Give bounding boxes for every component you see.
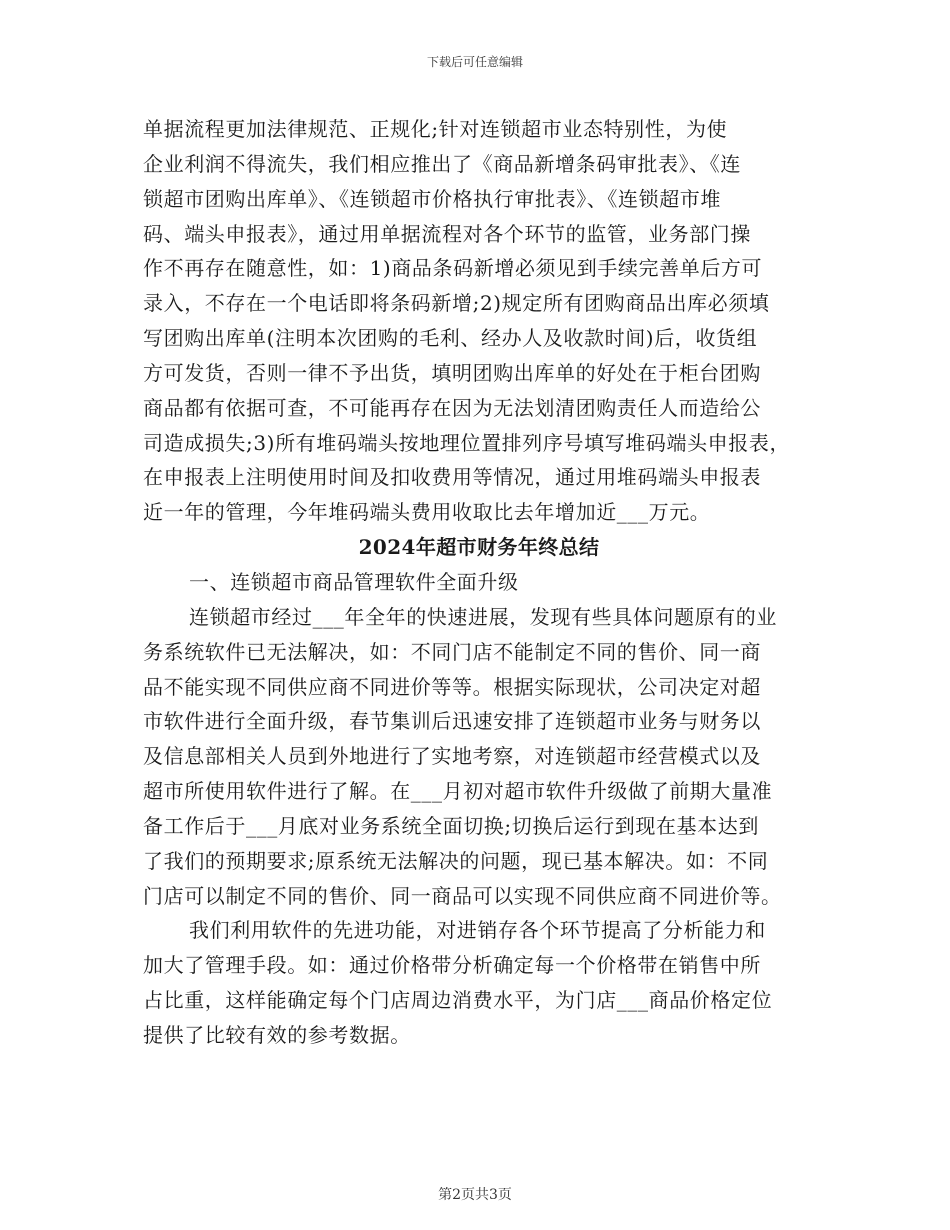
- paragraph-line: 单据流程更加法律规范、正规化;针对连锁超市业态特别性，为使: [143, 117, 728, 141]
- paragraph-line: 码、端头申报表》，通过用单据流程对各个环节的监管，业务部门操: [143, 221, 751, 246]
- paragraph-line: 我们利用软件的先进功能，对进销存各个环节提高了分析能力和: [189, 918, 766, 943]
- paragraph-line: 超市所使用软件进行了解。在___月初对超市软件升级做了前期大量准: [143, 779, 773, 804]
- paragraph-line: 企业利润不得流失，我们相应推出了《商品新增条码审批表》、《连: [143, 151, 741, 176]
- paragraph-line: 门店可以制定不同的售价、同一商品可以实现不同供应商不同进价等。: [143, 883, 782, 908]
- paragraph-line: 连锁超市经过___年全年的快速进展，发现有些具体问题原有的业: [189, 604, 777, 629]
- paragraph-line: 品不能实现不同供应商不同进价等等。根据实际现状，公司决定对超: [143, 674, 761, 699]
- page-number: 第2页共3页: [438, 1187, 512, 1203]
- paragraph-line: 加大了管理手段。如：通过价格带分析确定每一个价格带在销售中所: [143, 953, 761, 978]
- paragraph-line: 方可发货，否则一律不予出货，填明团购出库单的好处在于柜台团购: [143, 360, 761, 385]
- paragraph-line: 务系统软件已无法解决，如：不同门店不能制定不同的售价、同一商: [143, 639, 761, 664]
- paragraph-line: 及信息部相关人员到外地进行了实地考察，对连锁超市经营模式以及: [143, 744, 761, 769]
- document-body: [143, 112, 815, 1053]
- paragraph-line: 商品都有依据可查，不可能再存在因为无法划清团购责任人而造给公: [143, 395, 761, 420]
- paragraph-line: 提供了比较有效的参考数据。: [143, 1022, 411, 1047]
- paragraph-line: 在申报表上注明使用时间及扣收费用等情况，通过用堆码端头申报表: [143, 465, 761, 490]
- paragraph-line: 锁超市团购出库单》、《连锁超市价格执行审批表》、《连锁超市堆: [143, 186, 721, 211]
- paragraph-line: 占比重，这样能确定每个门店周边消费水平，为门店___商品价格定位: [143, 988, 773, 1013]
- paragraph-line: 司造成损失;3)所有堆码端头按地理位置排列序号填写堆码端头申报表，: [143, 430, 791, 455]
- paragraph-line: 写团购出库单(注明本次团购的毛利、经办人及收款时间)后，收货组: [143, 326, 758, 351]
- paragraph-line: 近一年的管理，今年堆码端头费用收取比去年增加近___万元。: [143, 500, 711, 525]
- section-heading: 一、连锁超市商品管理软件全面升级: [189, 569, 519, 594]
- paragraph-line: 作不再存在随意性，如：1)商品条码新增必须见到手续完善单后方可: [143, 256, 763, 281]
- paragraph-line: 录入，不存在一个电话即将条码新增;2)规定所有团购商品出库必须填: [143, 291, 770, 316]
- paragraph-line: 备工作后于___月底对业务系统全面切换;切换后运行到现在基本达到: [143, 813, 759, 838]
- document-title: 2024年超市财务年终总结: [358, 535, 600, 560]
- paragraph-line: 市软件进行全面升级，春节集训后迅速安排了连锁超市业务与财务以: [143, 709, 761, 734]
- page-header-note: 下载后可任意编辑: [426, 55, 523, 69]
- paragraph-line: 了我们的预期要求;原系统无法解决的问题，现已基本解决。如：不同: [143, 848, 769, 873]
